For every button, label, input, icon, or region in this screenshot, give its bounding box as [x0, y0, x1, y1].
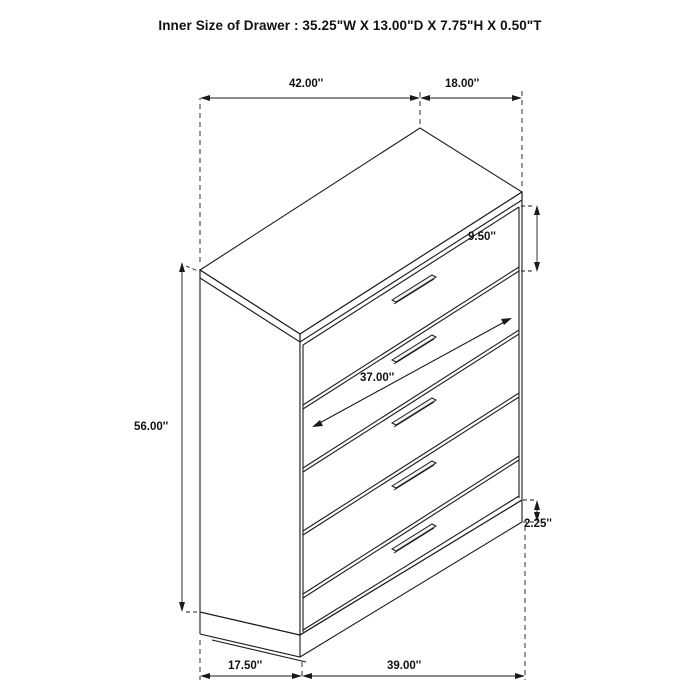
dimension-label-base-depth: 17.50'': [228, 660, 263, 672]
dimension-label-height-total: 56.00'': [134, 421, 169, 433]
dimension-label-base-width: 39.00'': [387, 660, 422, 672]
dimension-label-drawer-width-inner: 37.00'': [360, 372, 395, 384]
dimension-label-depth-top: 18.00'': [445, 78, 480, 90]
dimension-label-drawer-front-height: 9.50'': [468, 231, 496, 243]
dimension-label-base-height: 2.25'': [524, 518, 552, 530]
page-title: Inner Size of Drawer : 35.25"W X 13.00"D X 7.75"H X 0.50"T: [158, 18, 542, 33]
dimension-label-width-front: 42.00'': [289, 78, 324, 90]
